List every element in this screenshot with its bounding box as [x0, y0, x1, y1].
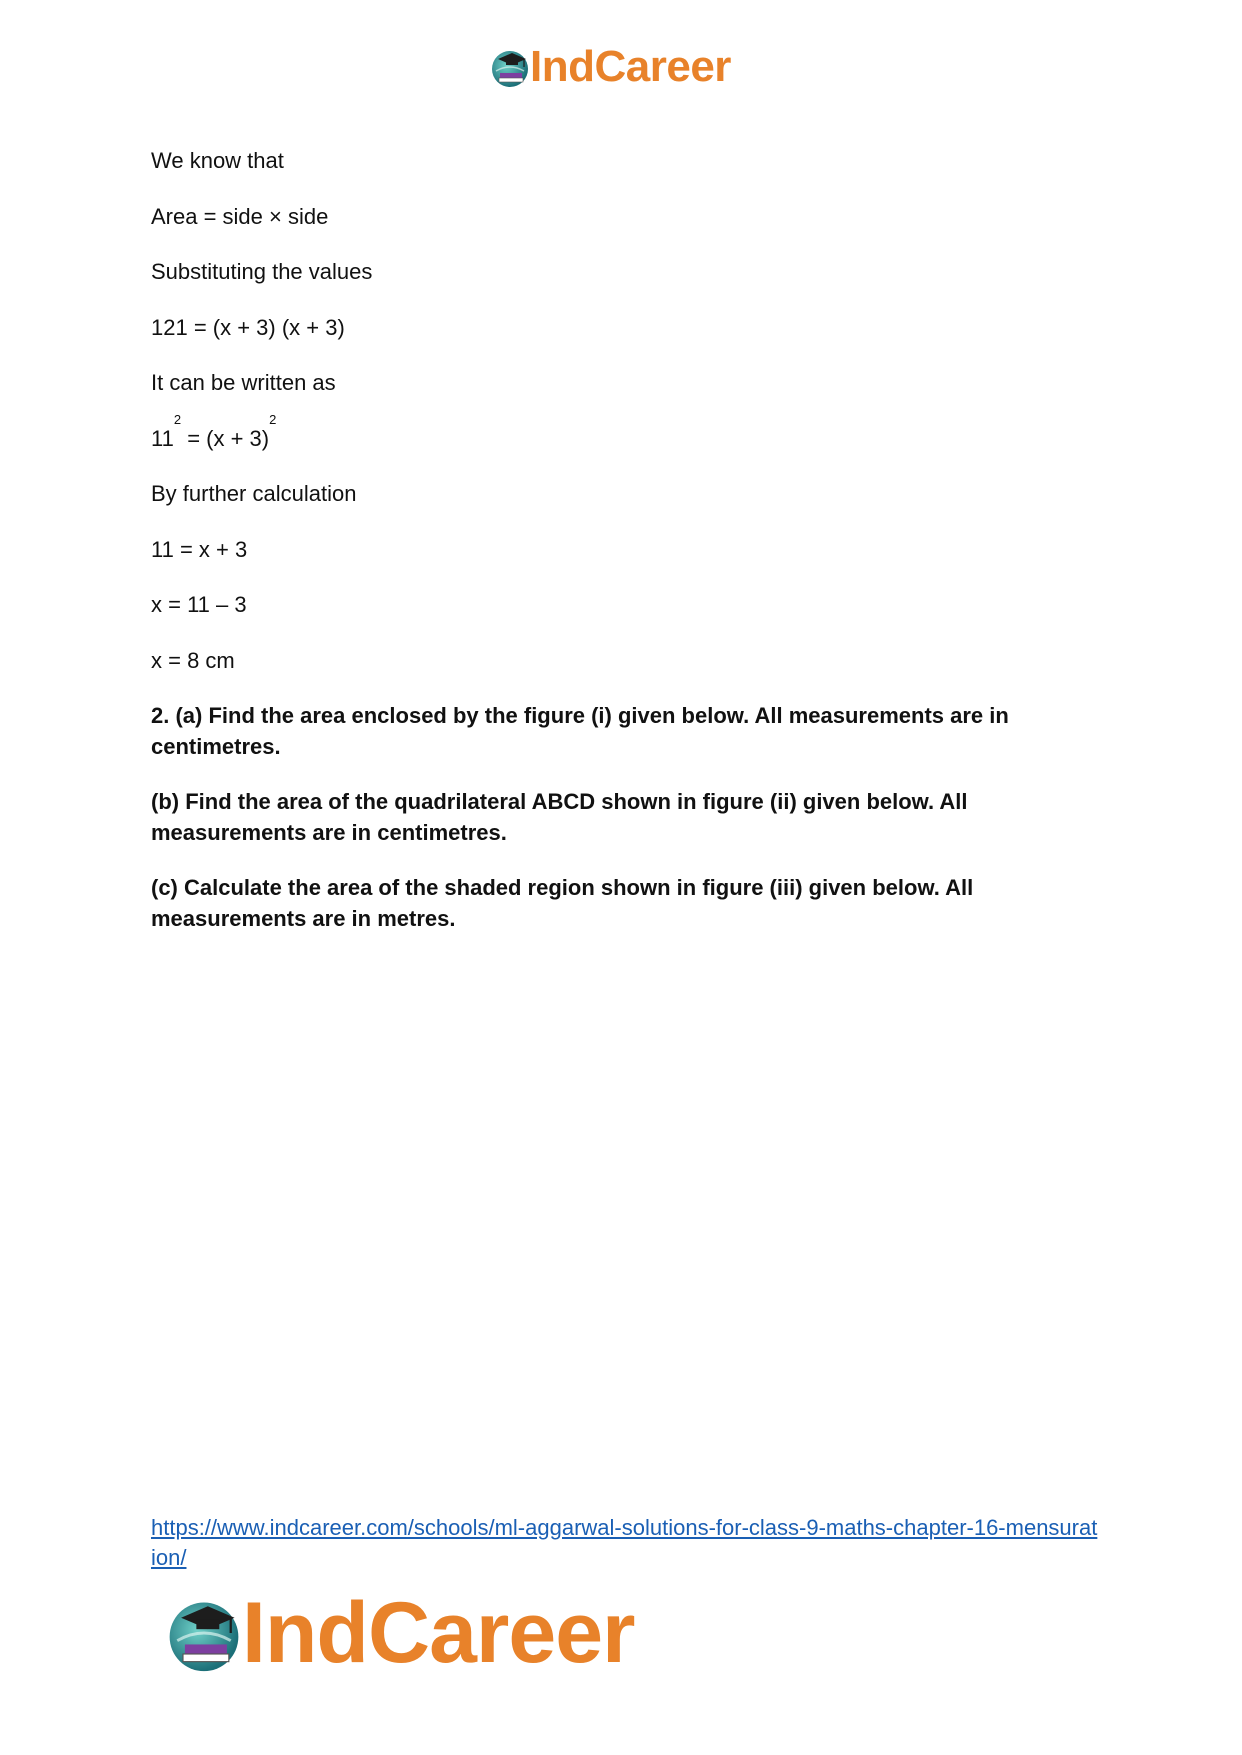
- equation-line: 11 = x + 3: [151, 536, 248, 562]
- footer-logo: [162, 1587, 702, 1679]
- equation-base: 11: [151, 425, 174, 451]
- globe-books-cap-icon: [488, 45, 532, 89]
- logo-wordmark: IndCareer: [530, 42, 731, 91]
- footer-url-link[interactable]: https://www.indcareer.com/schools/ml-aggarwal-solutions-for-class-9-maths-chapter-16-mensuration/: [151, 1515, 1098, 1570]
- question-2c: (c) Calculate the area of the shaded region shown in figure (iii) given below. All measurements are in metres.: [151, 875, 974, 931]
- text-line: By further calculation: [151, 481, 357, 506]
- equation-rest: = (x + 3): [181, 425, 270, 451]
- globe-books-cap-icon: [162, 1591, 246, 1675]
- header-logo: [488, 42, 768, 92]
- exponent: 2: [173, 411, 182, 427]
- question-2a: 2. (a) Find the area enclosed by the figure (i) given below. All measurements are in centimetres.: [151, 703, 1009, 759]
- equation-line: 121 = (x + 3) (x + 3): [151, 314, 345, 340]
- exponent: 2: [269, 411, 277, 427]
- text-line: Area = side × side: [151, 203, 329, 229]
- logo-wordmark: IndCareer: [242, 1585, 635, 1681]
- text-line: It can be written as: [151, 370, 336, 395]
- text-line: Substituting the values: [151, 259, 373, 284]
- text-line: We know that: [151, 148, 284, 173]
- question-2b: (b) Find the area of the quadrilateral ABCD shown in figure (ii) given below. All measurements are in centimetres.: [151, 789, 968, 845]
- answer-line: x = 8 cm: [151, 647, 235, 673]
- equation-line: x = 11 – 3: [151, 592, 247, 617]
- equation-line: [151, 411, 1091, 454]
- document-body: [151, 146, 1091, 959]
